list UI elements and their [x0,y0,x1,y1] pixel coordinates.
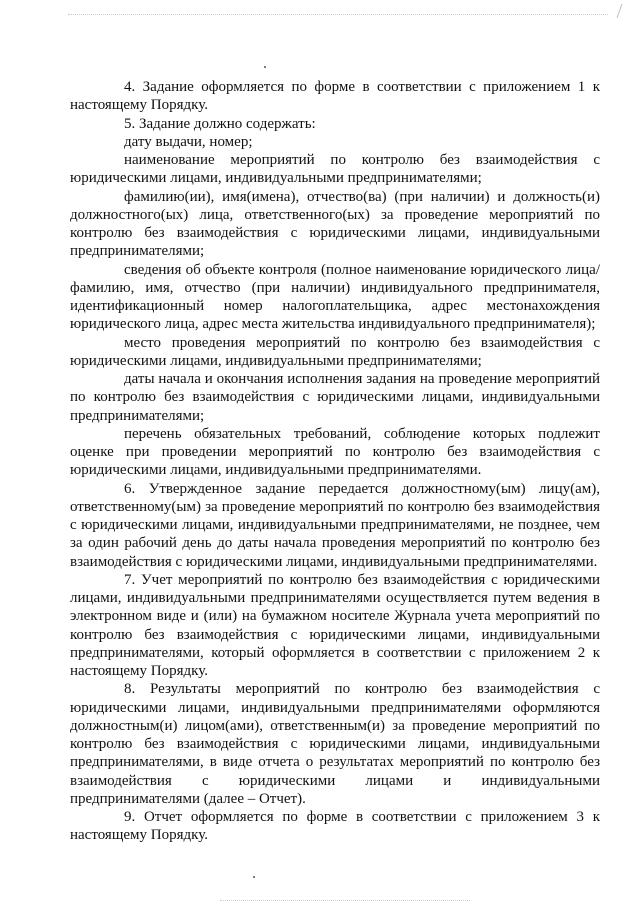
scan-corner-mark [604,4,622,18]
list-item-activity-name: наименование мероприятий по контролю без взаимодействия с юридическими лицами, индивидуальными предпринимателями; [70,152,600,187]
scan-speck-bottom [253,876,255,878]
paragraph-4: 4. Задание оформляется по форме в соответствии с приложением 1 к настоящему Порядку. [70,79,600,114]
list-item-responsible-officials: фамилию(ии), имя(имена), отчество(ва) (при наличии) и должность(и) должностного(ых) лица, ответственного(ых) за проведение мероприятий по контролю без взаимодействия с юридическими лицами, индивидуальными предпринимателями; [70,188,600,260]
list-item-location: место проведения мероприятий по контролю без взаимодействия с юридическими лицами, индивидуальными предпринимателями; [70,334,600,369]
paragraph-7: 7. Учет мероприятий по контролю без взаимодействия с юридическими лицами, индивидуальными предпринимателями осуществляется путем ведения в электронном виде и (или) на бумажном носителе Журнала учета мероприятий по контролю без взаимодействия с юридическими лицами, индивидуальными предпринимателями, который оформляется в соответствии с приложением 2 к настоящему Порядку. [70,571,600,679]
scan-edge-bottom [220,900,470,902]
scan-speck [264,66,266,68]
scan-edge-top [68,14,608,17]
paragraph-6: 6. Утвержденное задание передается должностному(ым) лицу(ам), ответственному(ым) за проведение мероприятий по контролю без взаимодействия с юридическими лицами, индивидуальными предпринимателями, не позднее, чем за один рабочий день до даты начала проведения мероприятий по контролю без взаимодействия с юридическими лицами, индивидуальными предпринимателями. [70,480,600,570]
list-item-dates: даты начала и окончания исполнения задания на проведение мероприятий по контролю без взаимодействия с юридическими лицами, индивидуальными предпринимателями; [70,371,600,424]
list-item-requirements: перечень обязательных требований, соблюдение которых подлежит оценке при проведении мероприятий по контролю без взаимодействия с юридическими лицами, индивидуальными предпринимателями. [70,425,600,479]
list-item-date-number: дату выдачи, номер; [124,133,253,150]
paragraph-9: 9. Отчет оформляется по форме в соответствии с приложением 3 к настоящему Порядку. [70,809,600,844]
paragraph-5: 5. Задание должно содержать: [124,115,316,132]
list-item-control-object: сведения об объекте контроля (полное наименование юридического лица/фамилию, имя, отчество (при наличии) индивидуального предпринимателя, идентификационный номер налогоплательщика, адрес местонахождения юридического лица, адрес места жительства индивидуального предпринимателя); [70,261,600,333]
paragraph-8: 8. Результаты мероприятий по контролю без взаимодействия с юридическими лицами, индивидуальными предпринимателями оформляются должностным(и) лицом(ами), ответственным(и) за проведение мероприятий по контролю без взаимодействия с юридическими лицами, индивидуальными предпринимателями, в виде отчета о результатах мероприятий по контролю без взаимодействия с юридическими лицами и индивидуальными предпринимателями (далее – Отчет). [70,681,600,807]
document-body [70,78,600,845]
